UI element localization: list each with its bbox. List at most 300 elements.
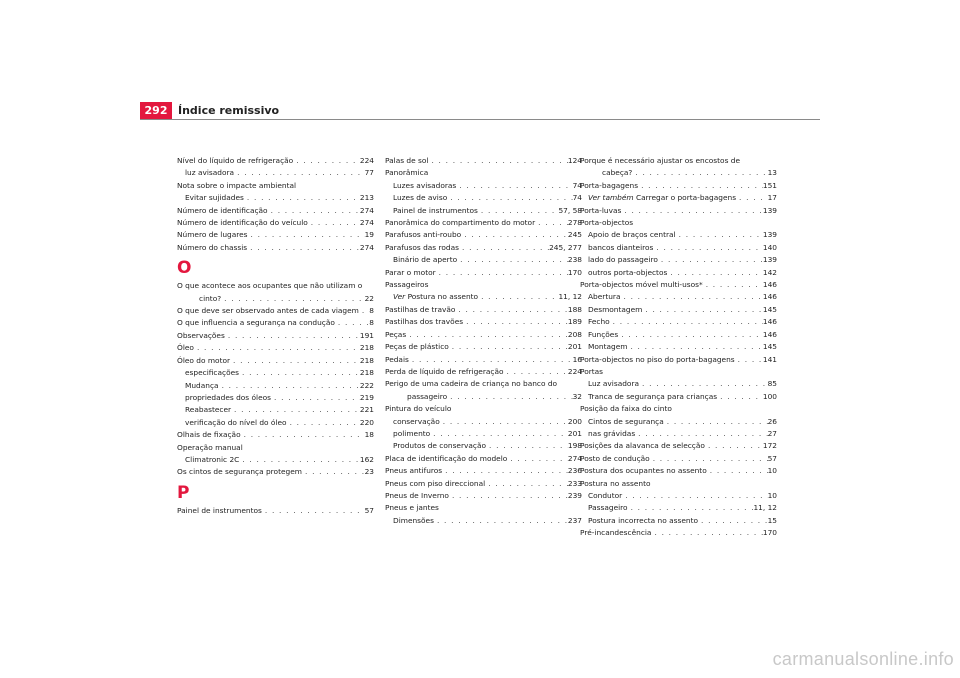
index-entry (385, 167, 582, 179)
page-reference: 27 (767, 428, 777, 438)
index-entry (385, 205, 582, 217)
dot-leader (478, 205, 559, 217)
entry-term (588, 428, 635, 440)
entry-term (385, 354, 409, 366)
dot-leader (449, 341, 568, 353)
dot-leader (639, 378, 768, 390)
dot-leader (478, 291, 558, 303)
dot-leader (703, 279, 763, 291)
index-entry (580, 341, 777, 353)
entry-term (588, 341, 627, 353)
dot-leader (248, 229, 365, 241)
dot-leader (632, 167, 767, 179)
page-reference: 19 (364, 230, 374, 240)
entry-term (385, 279, 428, 291)
dot-leader (308, 217, 360, 229)
page-reference: 218 (359, 343, 374, 353)
entry-term (588, 242, 653, 254)
index-entry (385, 329, 582, 341)
entry-term-text: O que deve ser observado antes de cada viagem (177, 306, 359, 316)
entry-term-text: bancos dianteiros (588, 242, 654, 252)
index-entry (177, 367, 374, 379)
entry-term-text: Nível do líquido de refrigeração (177, 156, 294, 165)
entry-term (177, 217, 308, 229)
entry-term (177, 342, 194, 354)
entry-term-text: polimento (393, 428, 431, 438)
entry-term (177, 317, 335, 329)
index-entry (385, 502, 582, 514)
entry-term (580, 403, 672, 415)
entry-term-text: Os cintos de segurança protegem (177, 467, 302, 477)
entry-term-text: Luzes avisadoras (393, 180, 457, 190)
watermark: carmanualsonline.info (772, 649, 954, 669)
entry-term-text: Pneus e jantes (385, 503, 439, 513)
page-reference: 32 (572, 391, 582, 401)
dot-leader (457, 254, 568, 266)
entry-term (588, 254, 658, 266)
entry-term (588, 391, 717, 403)
entry-term-text: Posições da alavanca de selecção (580, 441, 705, 451)
page-reference: 233 (567, 478, 582, 488)
index-entry (385, 304, 582, 316)
index-entry (580, 217, 777, 229)
index-entry (177, 380, 374, 392)
index-entry (580, 279, 777, 291)
entry-term (185, 367, 239, 379)
entry-term (588, 192, 736, 204)
dot-leader (618, 329, 763, 341)
entry-term (580, 217, 633, 229)
dot-leader (241, 429, 365, 441)
entry-term (385, 217, 535, 229)
entry-term-text: Painel de instrumentos (177, 505, 262, 515)
entry-term (393, 440, 486, 452)
page-reference: 237 (567, 515, 582, 525)
entry-term (393, 205, 478, 217)
index-entry (580, 155, 777, 167)
page-reference: 170 (762, 528, 777, 538)
page-reference: 10 (767, 466, 777, 476)
entry-term (393, 180, 456, 192)
index-entry (580, 291, 777, 303)
dot-leader (335, 317, 369, 329)
dot-leader (428, 155, 567, 167)
entry-term-text: verificação do nível do óleo (185, 417, 287, 427)
dot-leader (442, 465, 568, 477)
dot-leader (463, 316, 568, 328)
page-reference: 139 (762, 230, 777, 240)
index-entry (177, 205, 374, 217)
index-entry (385, 366, 582, 378)
index-entry (580, 229, 777, 241)
entry-term (393, 192, 447, 204)
dot-leader (707, 465, 768, 477)
index-entry (580, 316, 777, 328)
entry-term (580, 527, 651, 539)
index-entry (580, 465, 777, 477)
entry-term (385, 478, 485, 490)
entry-term (385, 341, 449, 353)
page-reference: 221 (359, 405, 374, 415)
entry-term (580, 180, 638, 192)
page-reference: 145 (762, 342, 777, 352)
page-reference: 22 (364, 293, 374, 303)
entry-term-text: conservação (393, 416, 440, 426)
index-entry (177, 192, 374, 204)
dot-leader (698, 515, 768, 527)
dot-leader (486, 440, 568, 452)
entry-term-text: Postura dos ocupantes no assento (580, 466, 707, 476)
entry-term-text: Óleo do motor (177, 355, 231, 365)
entry-term-text: Peças de plástico (385, 342, 449, 352)
page-reference: 238 (567, 255, 582, 265)
entry-term (588, 267, 667, 279)
page-reference: 145 (762, 304, 777, 314)
entry-term (580, 453, 650, 465)
page-reference: 26 (767, 416, 777, 426)
entry-term (385, 366, 504, 378)
page-reference: 17 (767, 193, 777, 203)
index-entry (177, 229, 374, 241)
index-entry (177, 404, 374, 416)
page-reference: 139 (762, 255, 777, 265)
entry-term (385, 155, 428, 167)
entry-term-text: Postura no assento (407, 292, 479, 302)
index-entry (385, 254, 582, 266)
index-entry (177, 280, 374, 292)
dot-leader (676, 229, 763, 241)
entry-term (580, 205, 621, 217)
entry-term (185, 417, 287, 429)
entry-term (580, 354, 735, 366)
page-reference: 245 (567, 230, 582, 240)
index-entry (580, 428, 777, 440)
dot-leader (621, 205, 763, 217)
entry-term-text: cabeça? (602, 168, 633, 178)
page-reference: 224 (567, 366, 582, 376)
entry-term-text: Fecho (588, 317, 610, 327)
page-reference: 274 (359, 218, 374, 228)
entry-term-text: Apoio de braços central (588, 230, 676, 240)
index-entry (385, 217, 582, 229)
entry-term (580, 155, 740, 167)
index-entry (385, 428, 582, 440)
entry-term (177, 330, 225, 342)
index-entry (385, 453, 582, 465)
index-column-2 (385, 155, 582, 527)
index-entry (177, 217, 374, 229)
entry-term-text: Desmontagem (588, 304, 643, 314)
section-letter: O (177, 258, 192, 279)
entry-term-text: cinto? (199, 293, 222, 303)
dot-leader (627, 341, 762, 353)
index-entry (580, 180, 777, 192)
index-entry (580, 167, 777, 179)
entry-term-text: Carregar o porta-bagagens (635, 193, 737, 203)
entry-term (385, 502, 439, 514)
entry-term-text: Posição da faixa do cinto (580, 404, 672, 414)
entry-term (588, 416, 664, 428)
entry-term (199, 293, 221, 305)
entry-term-text: Pré-incandescência (580, 528, 652, 538)
page-reference: 85 (767, 379, 777, 389)
dot-leader (459, 242, 549, 254)
entry-term-text: Postura no assento (580, 478, 651, 488)
index-entry (385, 515, 582, 527)
entry-term-text: O que influencia a segurança na condução (177, 318, 335, 328)
page-reference: 139 (762, 205, 777, 215)
index-entry (177, 155, 374, 167)
dot-leader (642, 304, 763, 316)
entry-term-text: especificações (185, 368, 239, 378)
page-number: 292 (140, 102, 172, 120)
index-entry (385, 229, 582, 241)
dot-leader (651, 527, 762, 539)
page-reference: 172 (762, 441, 777, 451)
index-entry (385, 291, 582, 303)
entry-term-text: lado do passageiro (588, 255, 658, 265)
index-entry (580, 192, 777, 204)
entry-term-text: Pastilhas dos travões (385, 317, 464, 327)
index-entry (385, 478, 582, 490)
entry-term (407, 391, 447, 403)
entry-term (185, 392, 271, 404)
entry-term (393, 515, 434, 527)
entry-term-text: Porta-objectos móvel multi-usos* (580, 280, 703, 290)
entry-term (177, 155, 293, 167)
section-letter: P (177, 482, 190, 503)
index-entry (177, 454, 374, 466)
entry-term (177, 229, 248, 241)
cross-reference-prefix: Ver também (588, 193, 634, 203)
index-entry (177, 330, 374, 342)
page-reference: 218 (359, 355, 374, 365)
index-entry (385, 316, 582, 328)
dot-leader (230, 355, 360, 367)
dot-leader (262, 505, 365, 517)
entry-term-text: Passageiros (385, 280, 429, 290)
page-reference: 8 (369, 306, 374, 316)
page-reference: 162 (359, 454, 374, 464)
page-reference: 201 (567, 428, 582, 438)
page-reference: 151 (762, 180, 777, 190)
dot-leader (507, 453, 568, 465)
page-reference: 100 (762, 391, 777, 401)
entry-term (588, 229, 676, 241)
entry-term (393, 254, 457, 266)
dot-leader (622, 490, 767, 502)
entry-term-text: Pneus antifuros (385, 466, 443, 476)
entry-term-text: Peças (385, 329, 407, 339)
dot-leader (735, 354, 763, 366)
entry-term (580, 279, 703, 291)
entry-term-text: Portas (580, 366, 604, 376)
dot-leader (658, 254, 763, 266)
index-column-1 (177, 155, 374, 517)
entry-term-text: Evitar sujidades (185, 193, 244, 203)
page-reference: 15 (767, 515, 777, 525)
entry-term (602, 167, 632, 179)
entry-term (385, 490, 449, 502)
index-entry (385, 341, 582, 353)
entry-term-text: Panorâmica (385, 168, 429, 178)
entry-term (588, 304, 642, 316)
entry-term-text: outros porta-objectos (588, 267, 668, 277)
index-entry (385, 192, 582, 204)
page-reference: 189 (567, 317, 582, 327)
dot-leader (194, 342, 360, 354)
entry-term-text: Painel de instrumentos (393, 205, 478, 215)
dot-leader (455, 304, 567, 316)
dot-leader (271, 392, 360, 404)
page-reference: 57, 58 (558, 205, 582, 215)
entry-term (580, 465, 707, 477)
index-entry (580, 267, 777, 279)
dot-leader (628, 502, 754, 514)
entry-term (393, 428, 430, 440)
index-entry (177, 342, 374, 354)
page-reference: 224 (359, 156, 374, 165)
dot-leader (705, 440, 763, 452)
page-reference: 239 (567, 490, 582, 500)
dot-leader (485, 478, 568, 490)
entry-term-text: Olhais de fixação (177, 430, 241, 440)
entry-term (588, 378, 639, 390)
index-entry (580, 378, 777, 390)
entry-term-text: Mudança (185, 380, 219, 390)
index-entry (177, 242, 374, 254)
page-reference: 201 (567, 342, 582, 352)
page-reference: 146 (762, 329, 777, 339)
page-reference: 245, 277 (549, 242, 582, 252)
entry-term-text: O que acontece aos ocupantes que não utilizam o (177, 281, 363, 291)
entry-term-text: nas grávidas (588, 428, 636, 438)
entry-term (580, 440, 705, 452)
entry-term (177, 180, 296, 192)
dot-leader (447, 391, 572, 403)
index-entry (385, 354, 582, 366)
page-reference: 208 (567, 329, 582, 339)
dot-leader (440, 416, 568, 428)
entry-term-text: Funções (588, 329, 619, 339)
index-entry (385, 267, 582, 279)
entry-term (177, 205, 268, 217)
dot-leader (461, 229, 568, 241)
dot-leader (302, 466, 365, 478)
dot-leader (736, 192, 768, 204)
dot-leader (456, 180, 572, 192)
index-entry (385, 155, 582, 167)
entry-term (177, 429, 241, 441)
page-reference: 222 (359, 380, 374, 390)
entry-term-text: Parar o motor (385, 267, 436, 277)
entry-term-text: Montagem (588, 342, 628, 352)
index-entry (580, 391, 777, 403)
entry-term-text: Reabastecer (185, 405, 232, 415)
dot-leader (449, 490, 568, 502)
page-reference: 146 (762, 292, 777, 302)
entry-term-text: Climatronic 2C (185, 454, 240, 464)
entry-term (580, 366, 603, 378)
entry-term-text: Número de identificação do veículo (177, 218, 308, 228)
entry-term-text: Palas de sol (385, 156, 429, 165)
page-reference: 170 (567, 267, 582, 277)
index-entry (580, 254, 777, 266)
page-reference: 146 (762, 280, 777, 290)
index-entry (580, 502, 777, 514)
index-entry (177, 417, 374, 429)
page-reference: 77 (364, 168, 374, 178)
index-entry (580, 478, 777, 490)
page-reference: 13 (767, 168, 777, 178)
index-entry (580, 403, 777, 415)
dot-leader (610, 316, 763, 328)
page-reference: 278 (567, 218, 582, 228)
dot-leader (667, 267, 763, 279)
index-entry (580, 354, 777, 366)
entry-term (393, 291, 478, 303)
dot-leader (653, 242, 762, 254)
dot-leader (244, 192, 360, 204)
dot-leader (638, 180, 763, 192)
entry-term (385, 242, 459, 254)
entry-term-text: Panorâmica do compartimento do motor (385, 218, 536, 228)
entry-term-text: passageiro (407, 391, 448, 401)
entry-term (385, 403, 451, 415)
index-entry (580, 515, 777, 527)
index-entry (580, 490, 777, 502)
page-reference: 146 (762, 317, 777, 327)
page-reference: 274 (359, 242, 374, 252)
entry-term-text: Binário de aperto (393, 255, 458, 265)
entry-term (185, 380, 219, 392)
index-entry (385, 465, 582, 477)
index-entry (385, 403, 582, 415)
entry-term-text: Porta-objectos no piso do porta-bagagens (580, 354, 735, 364)
entry-term (385, 167, 428, 179)
entry-term (385, 453, 507, 465)
page-reference: 142 (762, 267, 777, 277)
page-reference: 198 (567, 441, 582, 451)
page-reference: 274 (567, 453, 582, 463)
cross-reference-prefix: Ver (393, 292, 406, 302)
entry-term (588, 490, 622, 502)
page-reference: 220 (359, 417, 374, 427)
entry-term-text: Perda de líquido de refrigeração (385, 366, 504, 376)
page-reference: 200 (567, 416, 582, 426)
entry-term (185, 404, 231, 416)
entry-term-text: propriedades dos óleos (185, 392, 271, 402)
dot-leader (293, 155, 360, 167)
entry-term-text: Tranca de segurança para crianças (588, 391, 718, 401)
entry-term-text: Observações (177, 330, 225, 340)
page-reference: 74 (572, 193, 582, 203)
entry-term-text: Placa de identificação do modelo (385, 453, 508, 463)
dot-leader (221, 293, 364, 305)
dot-leader (650, 453, 768, 465)
index-entry (385, 378, 582, 390)
dot-leader (268, 205, 360, 217)
dot-leader (287, 417, 360, 429)
entry-term-text: Número de identificação (177, 205, 268, 215)
page-reference: 219 (359, 392, 374, 402)
index-entry (177, 429, 374, 441)
dot-leader (620, 291, 762, 303)
entry-term-text: Porta-bagagens (580, 180, 639, 190)
entry-term-text: Luzes de aviso (393, 193, 448, 203)
entry-term (385, 304, 455, 316)
page-reference: 140 (762, 242, 777, 252)
